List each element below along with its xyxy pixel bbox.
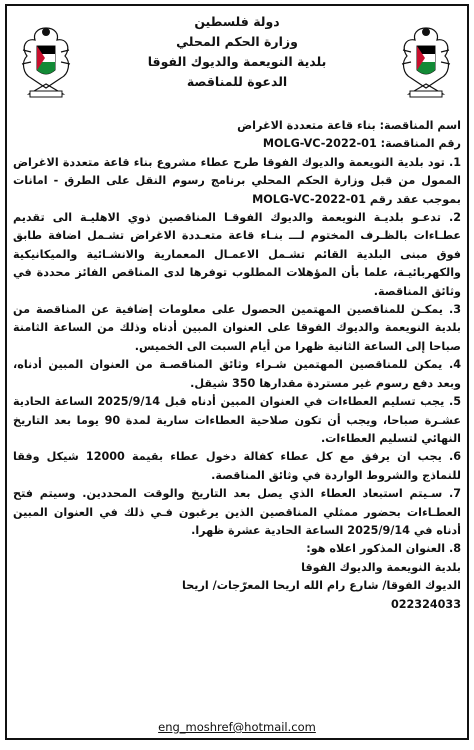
tender-number: MOLG-VC-2022-01 — [262, 137, 377, 151]
address-phone-line — [13, 596, 461, 614]
address-municipality: بلدية النويعمة والديوك الفوقا — [301, 560, 461, 574]
palestine-emblem-icon — [397, 22, 455, 100]
address-title: 8. العنوان المذكور اعلاه هو: — [306, 542, 461, 556]
notice-header — [7, 6, 467, 117]
clause-7: 7. سـيتم استبعاد العطاء الذي يصل بعد التاريخ والوقت المحددين. وسيتم فتح العطـاءات بحضور ممثلي المناقصين الذين يرغبون فـي ذلك في العنوان المبين أدناه في 2025/9/14 الساعة الحادية عشرة ظهرا. — [13, 487, 461, 537]
clause-2: 2. تدعـو بلديـة النويعمة والديوك الفوقـا المناقصين ذوي الاهليـة الى تقديم عطـاءات بالظـرف المختوم لـــ بنـاء قاعة متعـددة الاغراض تشـمل اضافة طابق فوق مبنى البلدية القائم تشـمل الاعمـال المعمارية والانشـائية والميكانيكية والكهربائيـة، علما بأن المؤهلات المطلوب توفرها لدى المناقص الفائز محددة في وثائق المناقصة. — [13, 211, 461, 298]
clause-1-text: 1. تود بلدية النويعمة والديوك الفوقا طرح عطاء مشروع بناء قاعة متعددة الاغراض الممول من قبل وزارة الحكم المحلي برنامج رسوم النقل على الطرق - امانات بموجب عقد رقم — [13, 155, 461, 206]
state-name: دولة فلسطين — [194, 14, 280, 29]
tender-number-line — [13, 135, 461, 153]
tender-notice — [5, 4, 469, 740]
email-link[interactable]: eng_moshref@hotmail.com — [158, 720, 316, 734]
tender-number-label: رقم المناقصة: — [380, 137, 461, 151]
ministry-name: وزارة الحكم المحلي — [176, 34, 298, 49]
clause-5: 5. يجب تسليم العطاءات في العنوان المبين أدناه قبل 2025/9/14 الساعة الحادية عشـرة صباحا، ويجب أن تكون صلاحية العطاءات سارية لمدة 90 يوما بعد التاريخ النهائي لتسليم العطاءات. — [13, 395, 462, 445]
address-street: الديوك الفوقا/ شارع رام الله اريحا المعرّجات/ اريحا — [182, 579, 461, 593]
notice-body — [7, 117, 467, 614]
phone-number: 022324033 — [390, 597, 461, 611]
contract-number: MOLG-VC-2022-01 — [252, 192, 366, 206]
notice-title: الدعوة للمناقصة — [186, 74, 288, 89]
palestine-emblem-icon — [17, 22, 75, 100]
clause-1 — [13, 154, 461, 209]
municipality-name: بلدية النويعمة والديوك الفوقا — [147, 54, 327, 69]
header-titles — [87, 12, 387, 92]
clause-4: 4. يمكن للمناقصين المهتمين شـراء وثائق المناقصـة من العنوان المبين أدناه، وبعد دفع رسوم غير مستردة مقدارها 350 شيقل. — [13, 358, 461, 390]
clause-6: 6. يجب ان يرفق مع كل عطاء كفالة دخول عطاء بقيمة 12000 شيكل وفقا للنماذج والشروط الواردة في وثائق المناقصة. — [13, 450, 461, 482]
clause-3: 3. يمكـن للمناقصين المهتمين الحصول على معلومات إضافية عن المناقصة من بلدية النويعمة والديوك الفوقا على العنوان المبين أدناه وذلك من الساعة الثامنة صباحا إلى الساعة الثانية ظهرا من أيام السبت الى الخميس. — [13, 303, 461, 353]
tender-name: اسم المناقصة: بناء قاعة متعددة الاغراض — [237, 119, 461, 132]
